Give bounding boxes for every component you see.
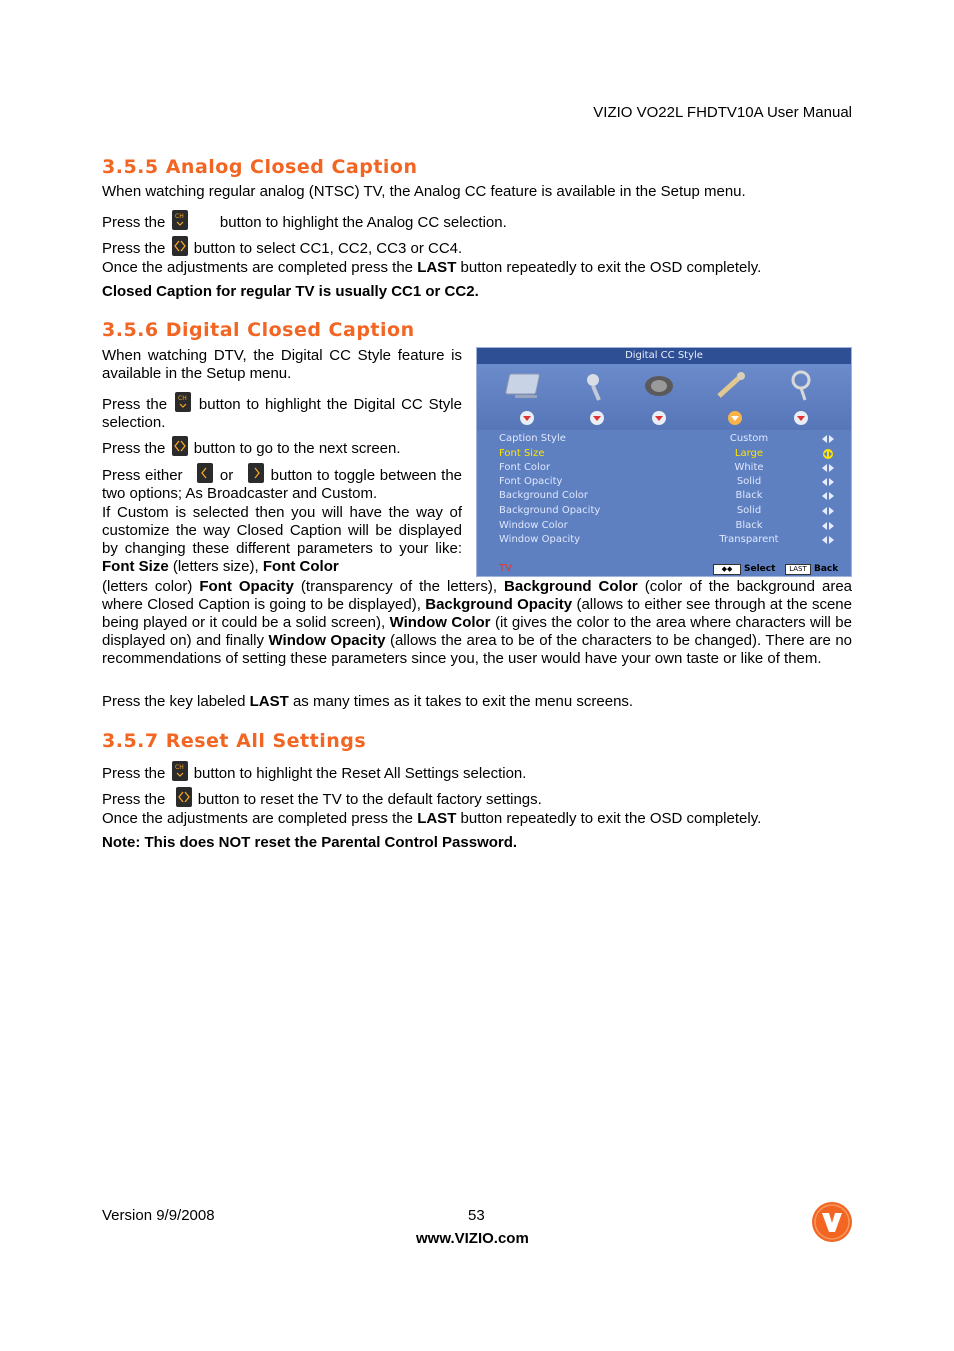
menu-tab-indicator-active-icon [727, 410, 743, 426]
svg-text:CH: CH [174, 213, 184, 220]
parental-lock-icon [779, 368, 823, 404]
osd-icon-bar [477, 364, 851, 430]
volume-left-button-icon [197, 463, 213, 483]
version-label: Version 9/9/2008 [102, 1207, 215, 1224]
paragraph: When watching regular analog (NTSC) TV, the Analog CC feature is available in the Setup menu. [102, 183, 746, 200]
left-right-arrows-icon [821, 506, 835, 516]
left-right-arrows-icon [821, 521, 835, 531]
osd-row-font-size[interactable]: Font Size Large [499, 447, 839, 461]
paragraph: (letters color) Font Opacity (transparency of the letters), Background Color (color of the background area where Closed Caption is going to be displayed), Background Opacity (allows to either see through at the scene being played or it could be a solid screen), Window Color (it gives the color to the area where characters will be displayed on) and finally Window Opacity (allows the area to be of the characters to be changed). There are no recommendations of setting these parameters since you, the user would have your own taste or like of them. [102, 578, 853, 667]
left-right-arrows-icon [821, 449, 835, 459]
website-link[interactable]: www.VIZIO.com [416, 1230, 529, 1247]
menu-tab-indicator-icon [589, 410, 605, 426]
osd-back-hint: Back [814, 564, 839, 574]
paragraph: Press the button to select CC1, CC2, CC3 or CC4. [102, 236, 462, 258]
osd-select-hint: Select [744, 564, 776, 574]
volume-arrow-button-icon [172, 236, 188, 256]
paragraph: Press the CH button to highlight the Analog CC selection. [102, 210, 507, 232]
osd-row-window-color[interactable]: Window Color Black [499, 519, 839, 533]
picture-icon [505, 368, 549, 404]
left-right-arrows-icon [821, 434, 835, 444]
manual-title: VIZIO VO22L FHDTV10A User Manual [593, 104, 852, 121]
volume-right-button-icon [248, 463, 264, 483]
osd-input-label: TV [499, 563, 512, 574]
ch-down-button-icon [175, 392, 191, 412]
page-number: 53 [468, 1207, 485, 1224]
svg-text:CH: CH [174, 764, 184, 771]
menu-tab-indicator-icon [651, 410, 667, 426]
section-heading-reset: 3.5.7 Reset All Settings [102, 730, 367, 752]
osd-row-background-color[interactable]: Background Color Black [499, 489, 839, 503]
menu-tab-indicator-icon [793, 410, 809, 426]
paragraph: Press the button to reset the TV to the default factory settings. [102, 787, 542, 809]
paragraph: Press the CH button to highlight the Digital CC Style selection. [102, 392, 462, 432]
paragraph: Press the key labeled LAST as many times as it takes to exit the menu screens. [102, 693, 634, 710]
paragraph: Press the button to go to the next screen. [102, 436, 401, 458]
paragraph: Press the CH button to highlight the Reset All Settings selection. [102, 761, 526, 783]
osd-row-caption-style[interactable]: Caption Style Custom [499, 432, 839, 446]
left-right-arrows-icon [821, 477, 835, 487]
left-right-arrows-icon [821, 491, 835, 501]
svg-text:CH: CH [178, 395, 187, 402]
osd-nav-arrows-icon: ◆◆ [713, 564, 741, 575]
digital-cc-style-osd [476, 347, 852, 577]
osd-row-font-color[interactable]: Font Color White [499, 461, 839, 475]
section-heading-analog-cc: 3.5.5 Analog Closed Caption [102, 156, 418, 178]
volume-arrow-button-icon [172, 436, 188, 456]
note: Note: This does NOT reset the Parental Control Password. [102, 834, 518, 851]
tv-icon [637, 368, 681, 404]
section-heading-digital-cc: 3.5.6 Digital Closed Caption [102, 319, 415, 341]
paragraph: Once the adjustments are completed press the LAST button repeatedly to exit the OSD completely. [102, 810, 762, 827]
left-right-arrows-icon [821, 535, 835, 545]
osd-footer [477, 562, 851, 576]
audio-icon [577, 368, 621, 404]
setup-icon [709, 368, 753, 404]
vizio-logo-icon [811, 1201, 853, 1243]
paragraph: When watching DTV, the Digital CC Style feature is available in the Setup menu. [102, 347, 462, 382]
paragraph: Press either or button to toggle between the two options; As Broadcaster and Custom. [102, 463, 462, 503]
left-right-arrows-icon [821, 463, 835, 473]
menu-tab-indicator-icon [519, 410, 535, 426]
osd-title: Digital CC Style [477, 348, 851, 364]
osd-row-font-opacity[interactable]: Font Opacity Solid [499, 475, 839, 489]
osd-row-window-opacity[interactable]: Window Opacity Transparent [499, 533, 839, 547]
ch-down-button-icon [172, 761, 188, 781]
last-key-icon: LAST [785, 564, 811, 575]
paragraph: If Custom is selected then you will have the way of customize the way Closed Caption will be displayed by changing these different parameters to your like: Font Size (letters size), Font Color [102, 504, 462, 575]
volume-arrow-button-icon [176, 787, 192, 807]
note: Closed Caption for regular TV is usually CC1 or CC2. [102, 283, 479, 300]
paragraph: Once the adjustments are completed press the LAST button repeatedly to exit the OSD completely. [102, 259, 762, 276]
osd-row-background-opacity[interactable]: Background Opacity Solid [499, 504, 839, 518]
ch-down-button-icon [172, 210, 188, 230]
